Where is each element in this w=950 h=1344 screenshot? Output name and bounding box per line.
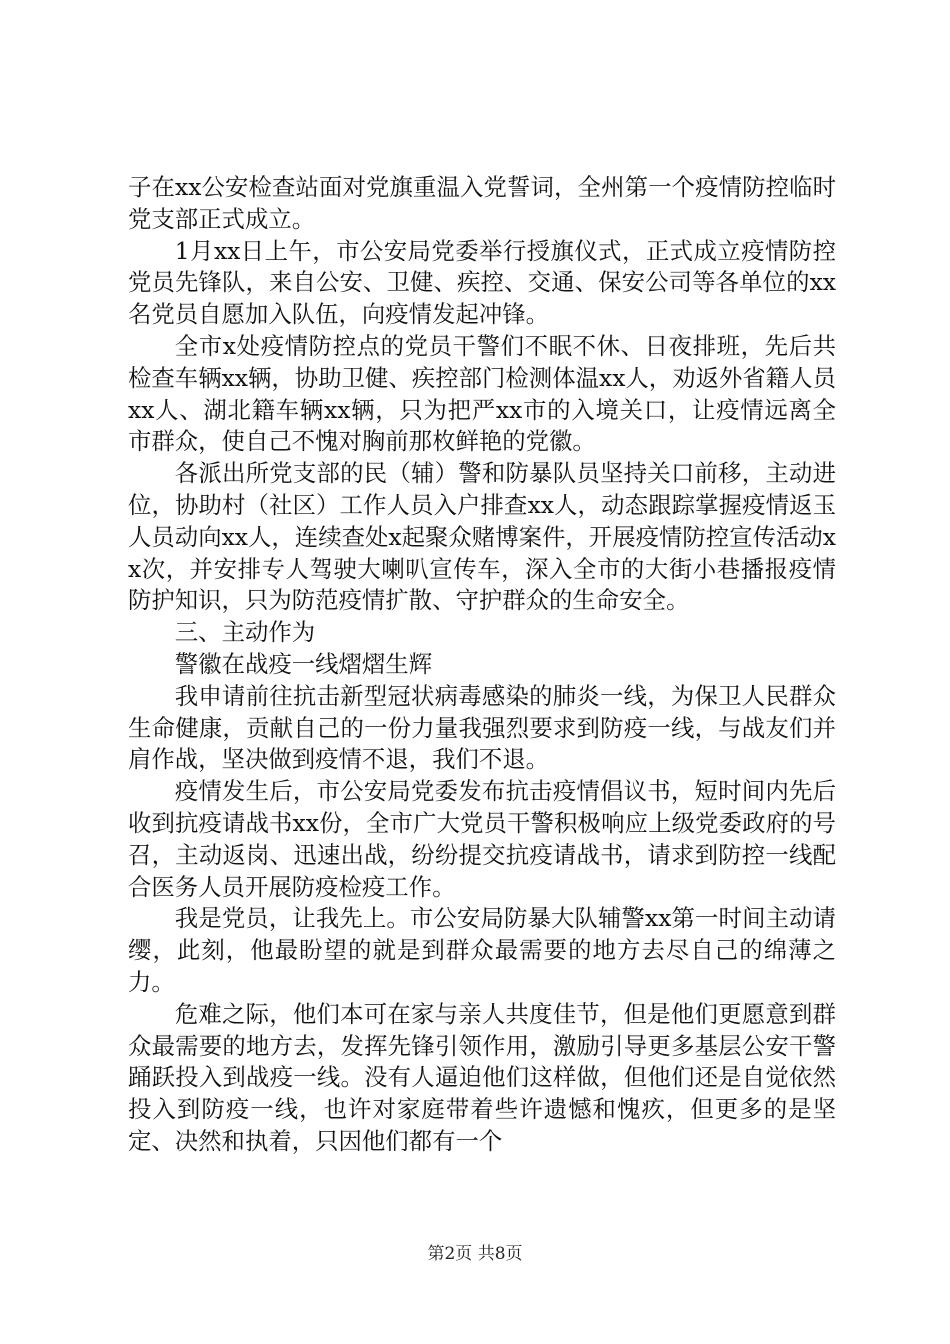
paragraph: 我申请前往抗击新型冠状病毒感染的肺炎一线，为保卫人民群众生命健康，贡献自己的一份力量我强烈要求到防疫一线，与战友们并肩作战，坚决做到疫情不退，我们不退。 [128,681,836,774]
paragraph-continuation: 子在xx公安检查站面对党旗重温入党誓词，全州第一个疫情防控临时党支部正式成立。 [128,173,836,233]
page-number-footer: 第2页 共8页 [427,1244,523,1264]
document-body [128,172,836,1158]
paragraph: 我是党员，让我先上。市公安局防暴大队辅警xx第一时间主动请缨，此刻，他最盼望的就是到群众最需要的地方去尽自己的绵薄之力。 [128,904,836,996]
paragraph: 各派出所党支部的民（辅）警和防暴队员坚持关口前移，主动进位，协助村（社区）工作人员入户排查xx人，动态跟踪掌握疫情返玉人员动向xx人，连续查处x起聚众赌博案件，开展疫情防控宣传活动xx次，并安排专人驾驶大喇叭宣传车，深入全市的大街小巷播报疫情防护知识，只为防范疫情扩散、守护群众的生命安全。 [128,459,836,615]
paragraph: 疫情发生后，市公安局党委发布抗击疫情倡议书，短时间内先后收到抗疫请战书xx份，全市广大党员干警积极响应上级党委政府的号召，主动返岗、迅速出战，纷纷提交抗疫请战书，请求到防控一线配合医务人员开展防疫检疫工作。 [128,777,836,901]
paragraph: 1月xx日上午，市公安局党委举行授旗仪式，正式成立疫情防控党员先锋队，来自公安、卫健、疾控、交通、保安公司等各单位的xx名党员自愿加入队伍，向疫情发起冲锋。 [128,236,836,329]
section-subheading: 警徽在战疫一线熠熠生辉 [174,649,433,678]
paragraph: 全市x处疫情防控点的党员干警们不眠不休、日夜排班，先后共检查车辆xx辆，协助卫健、疾控部门检测体温xx人，劝返外省籍人员xx人、湖北籍车辆xx辆，只为把严xx市的入境关口，让疫情远离全市群众，使自己不愧对胸前那枚鲜艳的党徽。 [128,331,836,456]
paragraph: 危难之际，他们本可在家与亲人共度佳节，但是他们更愿意到群众最需要的地方去，发挥先锋引领作用，激励引导更多基层公安干警踊跃投入到战疫一线。没有人逼迫他们这样做，但他们还是自觉依然投入到防疫一线，也许对家庭带着些许遗憾和愧疚，但更多的是坚定、决然和执着，只因他们都有一个 [128,999,836,1155]
section-heading: 三、主动作为 [174,618,316,647]
